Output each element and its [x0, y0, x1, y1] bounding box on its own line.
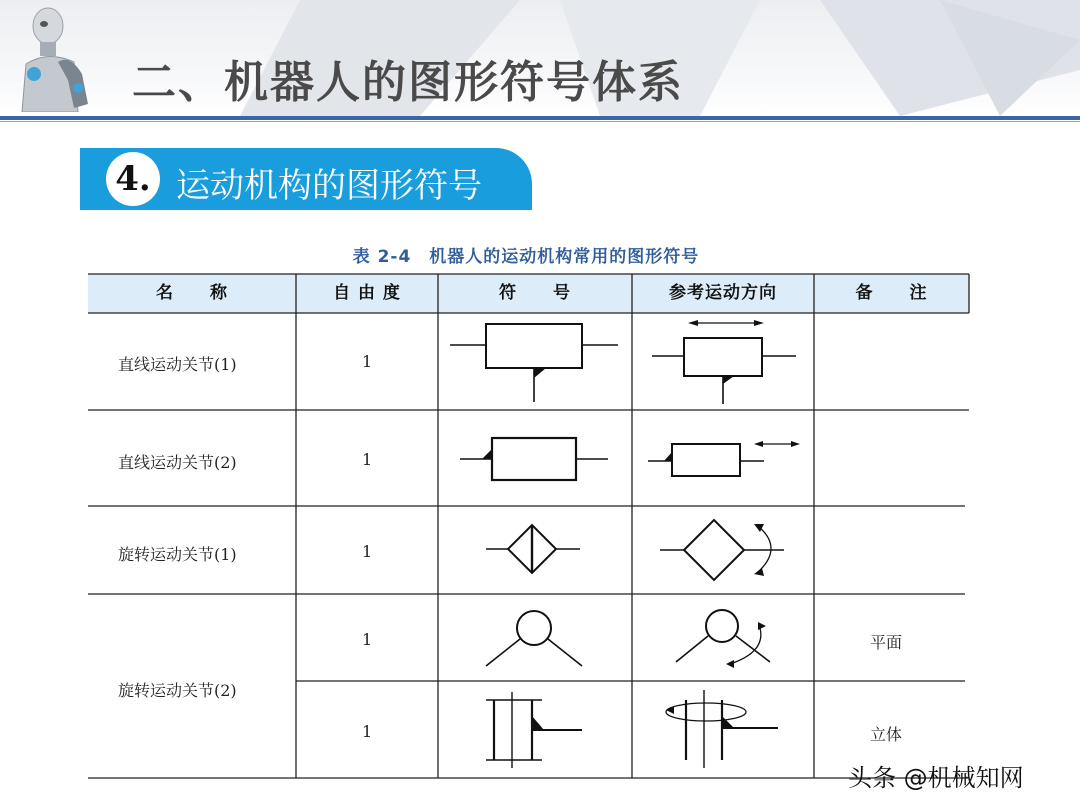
header-remark: 备 注 [855, 283, 928, 303]
row4-remark: 平面 [870, 633, 903, 652]
header-rule-thin [0, 121, 1080, 122]
revolute-joint-2-planar-direction [670, 602, 782, 674]
row5-remark: 立体 [870, 725, 903, 744]
linear-joint-1-symbol [446, 316, 624, 406]
header-direction: 参考运动方向 [669, 283, 777, 303]
row4-dof: 1 [362, 630, 373, 649]
revolute-joint-2-spatial-direction [660, 690, 782, 768]
header-name: 名 称 [156, 283, 228, 303]
revolute-joint-2-spatial-symbol [482, 692, 588, 768]
section-number: 4. [106, 152, 160, 206]
revolute-joint-1-symbol [484, 516, 584, 582]
revolute-joint-2-planar-symbol [482, 602, 588, 670]
row1-name: 直线运动关节(1) [118, 355, 237, 374]
row5-dof: 1 [362, 722, 373, 741]
header-rule [0, 116, 1080, 120]
robot-icon [18, 4, 98, 112]
row4-name: 旋转运动关节(2) [118, 681, 237, 700]
page-title: 二、机器人的图形符号体系 [132, 57, 684, 108]
watermark: 头条 @机械知网 [848, 764, 1024, 792]
section-label: 运动机构的图形符号 [176, 166, 482, 206]
row1-dof: 1 [362, 352, 373, 371]
linear-joint-2-direction [644, 432, 804, 486]
linear-joint-2-symbol [456, 430, 612, 486]
row2-name: 直线运动关节(2) [118, 453, 237, 472]
section-banner [80, 148, 532, 210]
row3-dof: 1 [362, 542, 373, 561]
linear-joint-1-direction [648, 316, 800, 406]
revolute-joint-1-direction [656, 514, 790, 584]
header-dof: 自 由 度 [333, 283, 401, 303]
row3-name: 旋转运动关节(1) [118, 545, 237, 564]
row2-dof: 1 [362, 450, 373, 469]
header-symbol: 符 号 [499, 283, 571, 303]
table-caption: 表 2-4 机器人的运动机构常用的图形符号 [352, 247, 700, 267]
slide-header [0, 0, 1080, 116]
